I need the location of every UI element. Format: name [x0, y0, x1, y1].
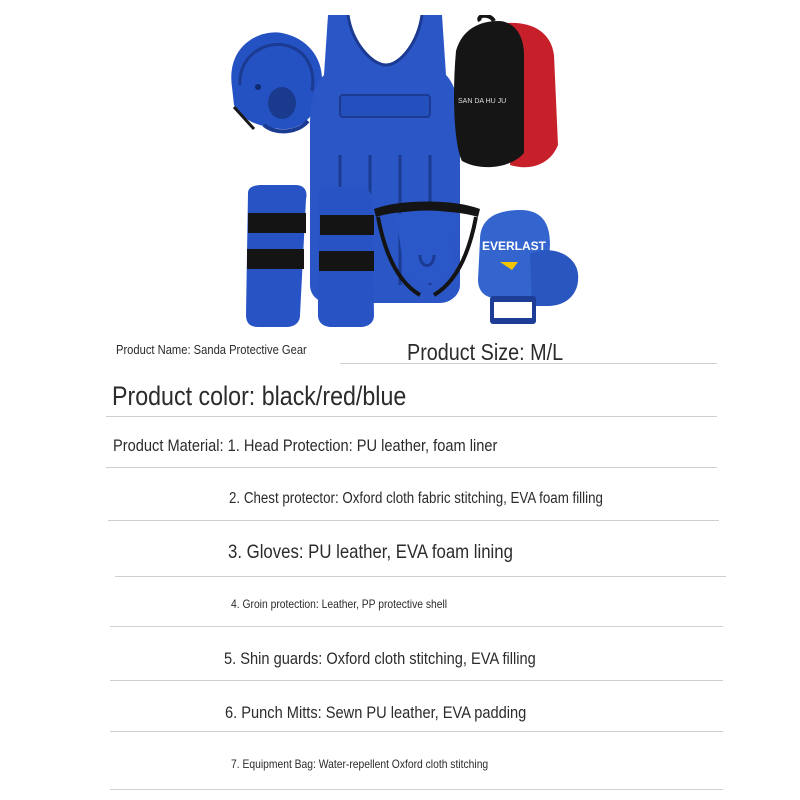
divider	[108, 520, 719, 521]
material-row-mitts: 6. Punch Mitts: Sewn PU leather, EVA padding	[225, 703, 527, 722]
material-row-groin: 4. Groin protection: Leather, PP protective shell	[231, 597, 448, 611]
product-name-label: Product Name: Sanda Protective Gear	[116, 342, 307, 357]
product-image	[215, 10, 595, 335]
material-row-gloves: 3. Gloves: PU leather, EVA foam lining	[228, 541, 513, 563]
divider	[110, 626, 723, 627]
product-material-label: Product Material: 1. Head Protection: PU leather, foam liner	[113, 436, 498, 455]
material-row-shin: 5. Shin guards: Oxford cloth stitching, EVA filling	[224, 649, 536, 668]
product-size-label: Product Size: M/L	[407, 339, 564, 365]
divider	[106, 416, 717, 417]
divider	[340, 363, 717, 364]
boxing-gloves-icon	[470, 210, 590, 330]
shin-guard-icon	[240, 185, 385, 330]
material-row-bag: 7. Equipment Bag: Water-repellent Oxford cloth stitching	[231, 757, 489, 771]
divider	[110, 731, 723, 732]
bag-text: SAN DA HU JU	[458, 98, 507, 105]
divider	[106, 467, 717, 468]
divider	[115, 576, 726, 577]
material-row-chest: 2. Chest protector: Oxford cloth fabric stitching, EVA foam filling	[229, 490, 603, 507]
groin-protector-icon	[370, 195, 485, 305]
glove-brand-text: EVERLAST	[482, 239, 547, 253]
equipment-bag-icon	[450, 15, 565, 175]
product-color-label: Product color: black/red/blue	[112, 381, 407, 411]
divider	[110, 680, 723, 681]
divider	[110, 789, 723, 790]
